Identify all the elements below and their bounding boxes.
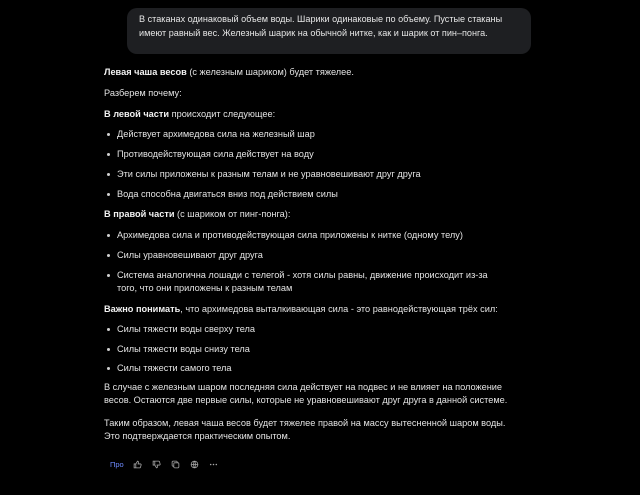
conclusion-paragraph: Таким образом, левая чаша весов будет тяжелее правой на массу вытесненной шаром воды. Это подтверждается практическим опытом. — [104, 418, 506, 441]
list-item: Вода способна двигаться вниз под действием силы — [104, 188, 524, 201]
answer-intro-bold: Левая чаша весов — [104, 67, 187, 77]
list-item: Противодействующая сила действует на воду — [104, 148, 524, 161]
thumbs-down-icon[interactable] — [152, 459, 162, 469]
list-item: Силы уравновешивают друг друга — [104, 249, 524, 262]
answer-intro — [104, 66, 524, 79]
list-item: Действует архимедова сила на железный шар — [104, 128, 524, 141]
right-heading — [104, 208, 524, 221]
message-toolbar — [110, 458, 219, 470]
answer-intro-rest: (с железным шариком) будет тяжелее. — [186, 67, 354, 77]
left-items-list — [104, 128, 524, 201]
important-bold: Важно понимать — [104, 304, 181, 314]
important-rest: , что архимедова выталкивающая сила - это равнодействующая трёх сил: — [180, 304, 498, 314]
left-heading-rest: происходит следующее: — [169, 109, 276, 119]
right-items-list — [104, 229, 524, 295]
list-item: Силы тяжести самого тела — [104, 362, 524, 375]
copy-icon[interactable] — [171, 459, 181, 469]
more-icon[interactable] — [209, 459, 219, 469]
thumbs-up-icon[interactable] — [133, 459, 143, 469]
list-item: Силы тяжести воды снизу тела — [104, 343, 524, 356]
right-heading-bold: В правой части — [104, 209, 175, 219]
forces-list — [104, 323, 524, 375]
left-heading — [104, 108, 524, 121]
iron-case-paragraph: В случае с железным шаром последняя сила действует на подвес и не влияет на положение весов. Остаются две первые силы, которые не уравновешивают друг друга в данной системе. — [104, 382, 508, 405]
user-message-text: В стаканах одинаковый объем воды. Шарики одинаковые по объему. Пустые стаканы имеют равный вес. Железный шарик на обычной нитке, как и шарик от пин–понга. — [139, 14, 503, 38]
list-item: Система аналогична лошади с телегой - хотя силы равны, движение происходит из-за того, что они приложены к разным телам — [104, 269, 509, 295]
list-item: Эти силы приложены к разным телам и не уравновешивают друг друга — [104, 168, 524, 181]
list-item: Силы тяжести воды сверху тела — [104, 323, 524, 336]
list-item: Архимедова сила и противодействующая сила приложены к нитке (одному телу) — [104, 229, 524, 242]
user-message-bubble — [127, 8, 531, 54]
assistant-answer — [104, 66, 524, 443]
pro-label[interactable]: Про — [110, 459, 124, 469]
left-heading-bold: В левой части — [104, 109, 170, 119]
answer-analyze: Разберем почему: — [104, 88, 182, 98]
globe-icon[interactable] — [190, 459, 200, 469]
right-heading-rest: (с шариком от пинг-понга): — [174, 209, 291, 219]
important-paragraph — [104, 303, 524, 316]
